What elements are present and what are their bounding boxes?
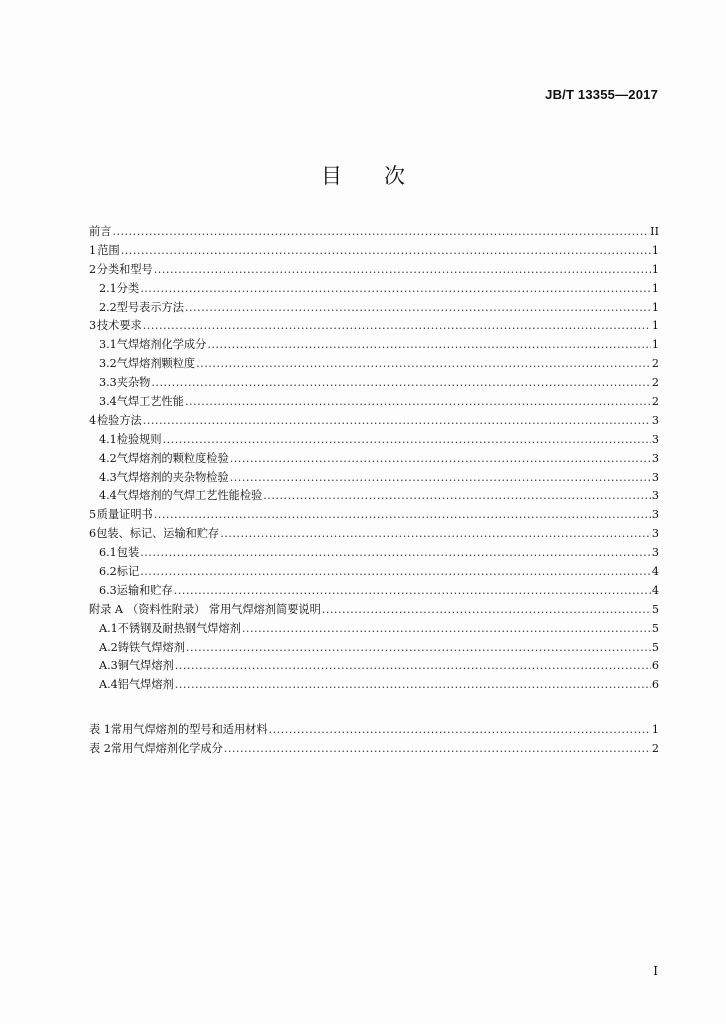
toc-entry[interactable] (89, 261, 659, 280)
toc-entry[interactable] (89, 223, 659, 242)
toc-leader-dots (269, 721, 651, 740)
toc-entry-number: 3.2 (99, 357, 117, 371)
toc-entry-number: 6 (89, 527, 97, 541)
toc-entry-title: 气焊熔剂的气焊工艺性能检验 (116, 489, 263, 503)
toc-entry-title: 气焊熔剂化学成分 (116, 338, 207, 352)
toc-entry-title: 气焊熔剂的夹杂物检验 (116, 470, 229, 484)
toc-entry-number: 6.1 (99, 546, 117, 560)
toc-entry[interactable] (89, 639, 659, 658)
toc-entry-page: 3 (651, 451, 659, 465)
toc-entry-number: A.1 (99, 621, 118, 635)
toc-entry[interactable] (89, 355, 659, 374)
toc-entry[interactable] (89, 280, 659, 299)
list-of-tables (89, 721, 659, 759)
toc-entry-page: 3 (651, 432, 659, 446)
page-title (0, 160, 726, 190)
toc-entry-title: 前言 (89, 225, 112, 238)
toc-entry-number: 4.2 (99, 451, 117, 465)
toc-entry-title: 常用气焊熔剂化学成分 (110, 741, 223, 755)
toc-entry-number: 3.1 (99, 338, 117, 352)
toc-entry-title: 分类和型号 (96, 262, 153, 276)
toc-leader-dots (175, 657, 651, 676)
toc-entry-number: 表 1 (89, 723, 111, 736)
toc-entry[interactable] (89, 601, 659, 620)
toc-entry[interactable] (89, 393, 659, 412)
toc-leader-dots (140, 563, 651, 582)
toc-entry-number: 4.4 (99, 489, 117, 503)
toc-entry[interactable] (89, 242, 659, 261)
toc-entry-number: 2.1 (99, 281, 117, 295)
toc-entry[interactable] (89, 657, 659, 676)
toc-entry-title: 型号表示方法 (116, 300, 184, 314)
title-char-2: 次 (384, 164, 405, 188)
toc-leader-dots (143, 317, 651, 336)
toc-leader-dots (263, 487, 651, 506)
page-number: I (653, 964, 658, 978)
toc-entry[interactable] (89, 299, 659, 318)
standard-code: JB/T 13355—2017 (545, 87, 658, 102)
toc-entry[interactable] (89, 469, 659, 488)
toc-entry-page: 1 (651, 243, 659, 257)
toc-entry[interactable] (89, 450, 659, 469)
toc-entry-title: 常用气焊熔剂的型号和适用材料 (110, 723, 268, 736)
toc-entry-title: 气焊熔剂的颗粒度检验 (116, 451, 229, 465)
toc-entry-title: （资料性附录） 常用气焊熔剂简要说明 (127, 602, 321, 616)
toc-entry-page: 2 (651, 395, 659, 409)
toc-entry-number: A.2 (99, 640, 118, 654)
toc-entry-page: II (650, 225, 659, 238)
toc-entry-title: 技术要求 (96, 319, 142, 333)
toc-leader-dots (322, 601, 651, 620)
toc-leader-dots (154, 261, 651, 280)
toc-entry-number: 1 (89, 243, 97, 257)
toc-entry-page: 3 (651, 470, 659, 484)
toc-leader-dots (230, 469, 651, 488)
toc-entry-title: 铸铁气焊熔剂 (117, 640, 185, 654)
toc-entry-number: 3.3 (99, 376, 117, 390)
toc-entry-number: 4.1 (99, 432, 117, 446)
toc-entry-page: 1 (651, 262, 659, 276)
toc-entry-page: 2 (651, 357, 659, 371)
toc-leader-dots (143, 412, 651, 431)
toc-leader-dots (151, 374, 651, 393)
toc-entry-page: 5 (651, 640, 659, 654)
toc-entry-page: 6 (651, 659, 659, 673)
toc-entry-number: 2 (89, 262, 97, 276)
toc-entry-page: 3 (651, 489, 659, 503)
toc-entry[interactable] (89, 431, 659, 450)
toc-entry-number: 6.2 (99, 565, 117, 579)
toc-entry-page: 5 (651, 621, 659, 635)
toc-entry-title: 气焊熔剂颗粒度 (116, 357, 196, 371)
toc-entry[interactable] (89, 525, 659, 544)
toc-entry-page: 5 (651, 602, 659, 616)
toc-entry-number: 2.2 (99, 300, 117, 314)
toc-entry-title: 检验方法 (96, 413, 142, 427)
toc-entry-title: 铜气焊熔剂 (117, 659, 174, 673)
title-char-1: 目 (321, 164, 342, 188)
toc-entry-title: 范围 (97, 243, 120, 257)
toc-leader-dots (220, 525, 651, 544)
toc-entry[interactable] (89, 740, 659, 759)
toc-entry-title: 气焊工艺性能 (116, 395, 184, 409)
toc-leader-dots (175, 676, 651, 695)
toc-entry-number: 附录 A (89, 602, 124, 616)
toc-leader-dots (196, 355, 651, 374)
toc-entry[interactable] (89, 582, 659, 601)
toc-entry-page: 2 (651, 741, 659, 755)
toc-entry[interactable] (89, 563, 659, 582)
toc-leader-dots (224, 740, 651, 759)
toc-leader-dots (140, 280, 651, 299)
toc-leader-dots (242, 620, 651, 639)
toc-entry-title: 包装 (116, 546, 140, 560)
toc-entry-title: 夹杂物 (116, 376, 151, 390)
toc-entry-page: 2 (651, 376, 659, 390)
toc-entry-title: 运输和贮存 (116, 583, 173, 597)
toc-entry-number: 4.3 (99, 470, 117, 484)
toc-entry-page: 4 (651, 565, 659, 579)
toc-entry-page: 3 (651, 508, 659, 522)
toc-entry[interactable] (89, 506, 659, 525)
toc-entry[interactable] (89, 412, 659, 431)
toc-leader-dots (112, 223, 649, 242)
toc-entry-title: 不锈钢及耐热钢气焊熔剂 (117, 621, 241, 635)
toc-entry[interactable] (89, 544, 659, 563)
toc-entry[interactable] (89, 336, 659, 355)
table-of-contents (89, 223, 659, 695)
toc-leader-dots (186, 639, 651, 658)
toc-entry-page: 1 (651, 300, 659, 314)
toc-leader-dots (154, 506, 651, 525)
toc-entry-title: 检验规则 (116, 432, 162, 446)
toc-entry-page: 1 (651, 723, 659, 736)
toc-entry-title: 质量证明书 (96, 508, 153, 522)
toc-entry[interactable] (89, 676, 659, 695)
toc-entry-title: 标记 (116, 565, 140, 579)
toc-entry-page: 4 (651, 583, 659, 597)
toc-entry-number: A.3 (99, 659, 118, 673)
toc-entry-number: 3 (89, 319, 97, 333)
toc-entry[interactable] (89, 721, 659, 740)
toc-leader-dots (174, 582, 651, 601)
toc-entry[interactable] (89, 620, 659, 639)
toc-entry-page: 3 (651, 413, 659, 427)
toc-leader-dots (185, 299, 651, 318)
toc-entry-number: 5 (89, 508, 97, 522)
toc-entry-title: 铝气焊熔剂 (117, 678, 174, 692)
toc-entry-title: 分类 (116, 281, 140, 295)
toc-entry[interactable] (89, 374, 659, 393)
toc-entry-title: 包装、标记、运输和贮存 (96, 527, 220, 541)
toc-entry-number: 6.3 (99, 583, 117, 597)
toc-leader-dots (140, 544, 651, 563)
toc-leader-dots (121, 242, 651, 261)
toc-leader-dots (163, 431, 651, 450)
toc-leader-dots (185, 393, 651, 412)
toc-entry-page: 1 (651, 338, 659, 352)
toc-entry-page: 6 (651, 678, 659, 692)
toc-leader-dots (207, 336, 651, 355)
toc-leader-dots (230, 450, 651, 469)
toc-entry-number: 3.4 (99, 395, 117, 409)
toc-entry[interactable] (89, 487, 659, 506)
toc-entry-page: 3 (651, 527, 659, 541)
toc-entry[interactable] (89, 317, 659, 336)
toc-entry-number: A.4 (99, 678, 118, 692)
toc-entry-page: 1 (651, 319, 659, 333)
toc-entry-page: 3 (651, 546, 659, 560)
toc-entry-page: 1 (651, 281, 659, 295)
toc-entry-number: 4 (89, 413, 97, 427)
toc-entry-number: 表 2 (89, 741, 111, 755)
